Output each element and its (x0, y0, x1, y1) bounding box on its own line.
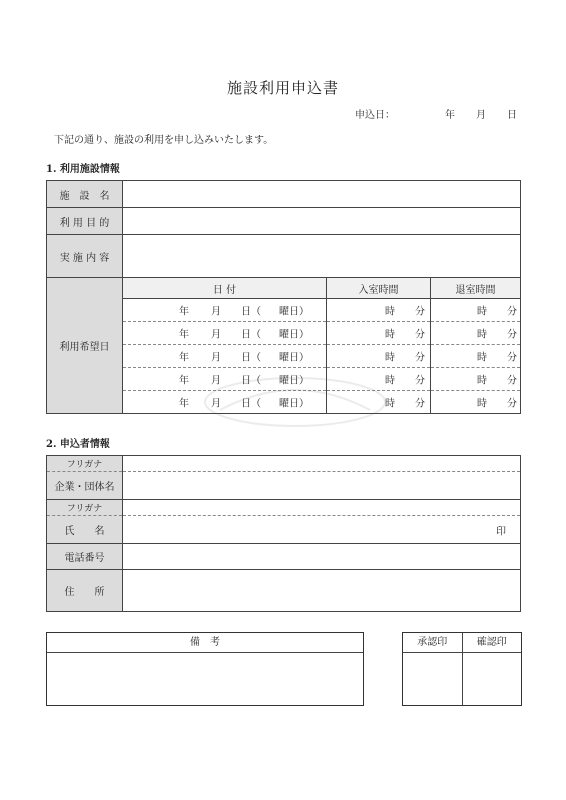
desired-date-label: 利用希望日 (47, 278, 123, 414)
remarks-box[interactable] (46, 632, 364, 706)
page-title: 施設利用申込書 (226, 79, 339, 97)
facility-name-label: 施 設 名 (47, 181, 123, 208)
approval-stamp-column[interactable] (403, 633, 462, 705)
content-label: 実 施 内 容 (47, 235, 123, 278)
furigana-name-field[interactable] (123, 500, 521, 516)
approval-stamp-label: 承認印 (403, 633, 462, 653)
section1-heading: 1. 利用施設情報 (46, 164, 120, 175)
phone-label: 電話番号 (47, 544, 123, 570)
date-row: 年 月 日（ 曜日） 時 分 時 分 (47, 299, 521, 322)
furigana-company-field[interactable] (123, 456, 521, 472)
name-label: 氏 名 (47, 516, 123, 544)
date-row: 年 月 日（ 曜日） 時 分 時 分 (47, 368, 521, 391)
facility-name-field[interactable] (123, 181, 521, 208)
company-label: 企業・団体名 (47, 472, 123, 500)
address-label: 住 所 (47, 570, 123, 612)
col-date-header: 日 付 (123, 278, 327, 299)
section2-heading: 2. 申込者情報 (46, 439, 110, 450)
watermark-logo (200, 370, 390, 430)
furigana-company-label: フリガナ (47, 456, 123, 472)
purpose-field[interactable] (123, 208, 521, 235)
intro-text: 下記の通り、施設の利用を申し込みいたします。 (54, 135, 274, 146)
company-field[interactable] (123, 472, 521, 500)
date-year-unit: 年 (445, 110, 455, 121)
remarks-header: 備 考 (47, 633, 363, 653)
date-row: 年 月 日（ 曜日） 時 分 時 分 (47, 345, 521, 368)
seal-mark: 印 (496, 526, 506, 537)
phone-field[interactable] (123, 544, 521, 570)
date-day-unit: 日 (507, 110, 517, 121)
content-field[interactable] (123, 235, 521, 278)
confirm-stamp-column[interactable] (462, 633, 522, 705)
name-field[interactable] (123, 516, 521, 544)
application-date-label: 申込日： (355, 110, 395, 121)
purpose-label: 利 用 目 的 (47, 208, 123, 235)
address-field[interactable] (123, 570, 521, 612)
date-month-unit: 月 (476, 110, 486, 121)
date-row: 年 月 日（ 曜日） 時 分 時 分 (47, 322, 521, 345)
furigana-name-label: フリガナ (47, 500, 123, 516)
stamp-box (402, 632, 522, 706)
applicant-info-table (46, 455, 521, 612)
confirm-stamp-label: 確認印 (463, 633, 522, 653)
col-in-header: 入室時間 (327, 278, 431, 299)
col-out-header: 退室時間 (431, 278, 521, 299)
date-row: 年 月 日（ 曜日） 時 分 時 分 (47, 391, 521, 414)
